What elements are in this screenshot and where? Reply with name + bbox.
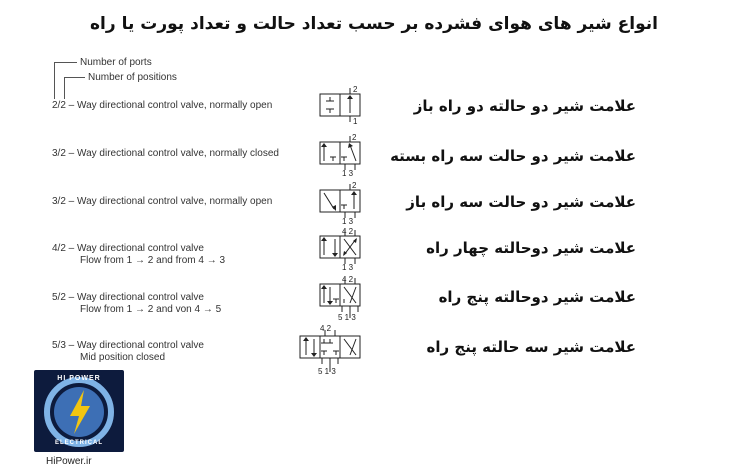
valve-label-fa-3-2-no: علامت شیر دو حالت سه راه باز	[406, 193, 636, 211]
valve-desc-3-2-nc: 3/2 – Way directional control valve, normally closed	[52, 148, 279, 159]
logo-caption: HiPower.ir	[46, 456, 92, 467]
valve-label-fa-2-2: علامت شیر دو حالته دو راه باز	[413, 97, 636, 115]
legend-ports: Number of ports	[80, 57, 152, 68]
valve-label-fa-4-2: علامت شیر دوحالته چهار راه	[426, 239, 636, 257]
valve-desc-3-2-no: 3/2 – Way directional control valve, normally open	[52, 196, 273, 207]
valve-symbol-2-2	[320, 85, 380, 126]
svg-text:4 2: 4 2	[342, 275, 354, 284]
valve-label-fa-5-2: علامت شیر دوحالته پنج راه	[438, 288, 636, 306]
logo-top-text: HI POWER	[57, 375, 101, 382]
valve-symbol-5-2	[320, 275, 380, 322]
legend-positions: Number of positions	[88, 72, 177, 83]
svg-text:5 1 3: 5 1 3	[318, 367, 336, 376]
svg-text:1 3: 1 3	[342, 263, 354, 272]
hipower-logo	[34, 370, 124, 452]
logo-bottom-text: ELECTRICAL	[55, 440, 103, 446]
valve-label-fa-3-2-nc: علامت شیر دو حالت سه راه بسته	[390, 147, 636, 165]
svg-text:2: 2	[353, 85, 358, 94]
valve-symbol-3-2-no	[320, 181, 380, 226]
valve-symbol-3-2-nc	[320, 133, 380, 178]
svg-text:1 3: 1 3	[342, 217, 354, 226]
page-title: انواع شیر های هوای فشرده بر حسب تعداد حالت و تعداد پورت یا راه	[90, 14, 658, 34]
svg-text:4 2: 4 2	[342, 227, 354, 236]
valve-symbol-5-3	[300, 326, 380, 376]
valve-symbol-4-2	[320, 227, 380, 272]
svg-text:1 3: 1 3	[342, 169, 354, 178]
valve-desc-5-3: 5/3 – Way directional control valve Mid position closed	[52, 340, 204, 363]
svg-text:1: 1	[353, 117, 358, 126]
valve-desc-2-2: 2/2 – Way directional control valve, normally open	[52, 100, 273, 111]
legend-bracket-positions	[64, 77, 85, 99]
valve-label-fa-5-3: علامت شیر سه حالته پنج راه	[426, 338, 636, 356]
svg-text:5 1 3: 5 1 3	[338, 313, 356, 322]
valve-desc-5-2: 5/2 – Way directional control valve Flow from 1 → 2 and von 4 → 5	[52, 292, 222, 315]
svg-text:2: 2	[352, 181, 357, 190]
svg-text:2: 2	[352, 133, 357, 142]
svg-text:4 2: 4 2	[320, 324, 332, 333]
valve-desc-4-2: 4/2 – Way directional control valve Flow from 1 → 2 and from 4 → 3	[52, 243, 226, 266]
